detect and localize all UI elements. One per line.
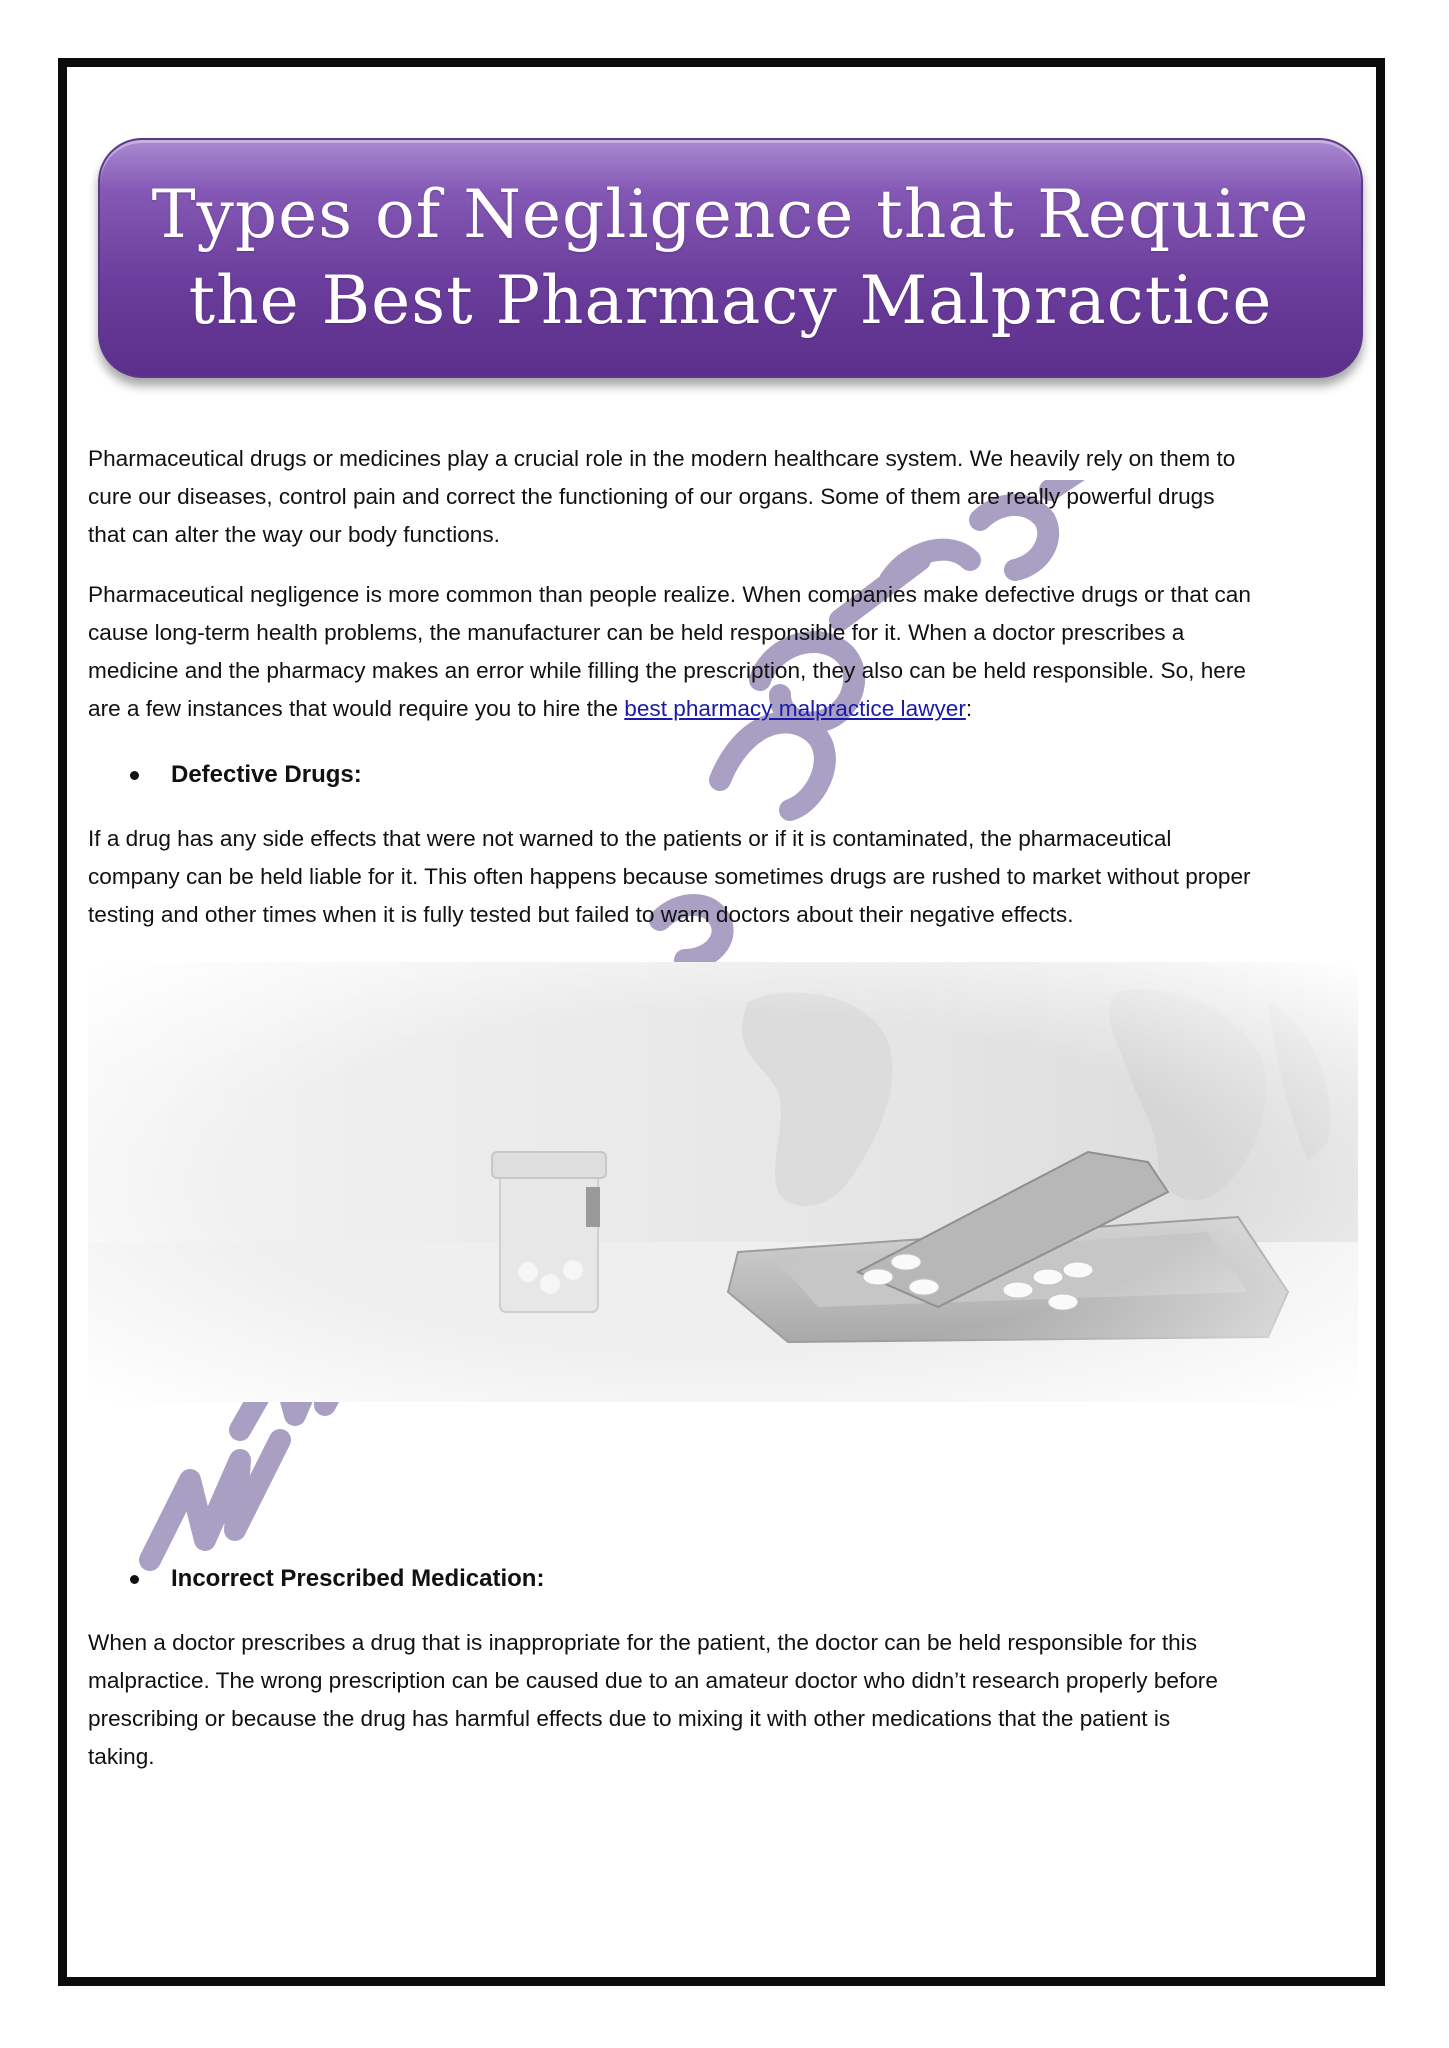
incorrect-line-1: When a doctor prescribes a drug that is inappropriate for the patient, the doctor can be held responsible for this [88,1630,1197,1655]
incorrect-line-4: taking. [88,1744,155,1769]
bullet-defective-label: Defective Drugs: [171,761,362,788]
pharmacy-photo [88,962,1358,1402]
pharmacist-counting-pills-image [88,962,1358,1402]
negligence-paragraph [88,576,1363,728]
bullet-defective-drugs [130,756,362,794]
defective-line-1: If a drug has any side effects that were not warned to the patients or if it is contaminated, the pharmaceutical [88,826,1172,851]
bullet-incorrect-medication [130,1560,544,1598]
negligence-line-1: Pharmaceutical negligence is more common than people realize. When companies make defective drugs or that can [88,582,1251,607]
negligence-line-4-prefix: are a few instances that would require you to hire the [88,696,625,721]
defective-line-2: company can be held liable for it. This often happens because sometimes drugs are rushed to market without proper [88,864,1251,889]
intro-line-2: cure our diseases, control pain and correct the functioning of our organs. Some of them are really powerful drugs [88,484,1215,509]
negligence-line-4 [88,690,1363,728]
incorrect-paragraph [88,1624,1363,1776]
incorrect-line-3: prescribing or because the drug has harmful effects due to mixing it with other medications that the patient is [88,1706,1171,1731]
negligence-line-2: cause long-term health problems, the manufacturer can be held responsible for it. When a doctor prescribes a [88,620,1185,645]
intro-paragraph [88,440,1363,554]
intro-line-1: Pharmaceutical drugs or medicines play a crucial role in the modern healthcare system. We heavily rely on them to [88,446,1236,471]
intro-line-3: that can alter the way our body functions. [88,522,500,547]
defective-paragraph [88,820,1363,934]
bullet-incorrect-label: Incorrect Prescribed Medication: [171,1565,545,1592]
title-banner [98,138,1363,378]
title-line-1: Types of Negligence that Require [151,176,1310,253]
defective-line-3: testing and other times when it is fully tested but failed to warn doctors about their negative effects. [88,902,1074,927]
incorrect-line-2: malpractice. The wrong prescription can be caused due to an amateur doctor who didn’t research properly before [88,1668,1218,1693]
title-line-2: the Best Pharmacy Malpractice [188,262,1273,339]
negligence-line-4-suffix: : [965,696,973,721]
bullet-dot [130,1575,139,1584]
lawyer-link[interactable]: best pharmacy malpractice lawyer [624,696,966,721]
negligence-line-3: medicine and the pharmacy makes an error while filling the prescription, they also can be held responsible. So, here [88,658,1246,683]
bullet-dot [130,771,139,780]
